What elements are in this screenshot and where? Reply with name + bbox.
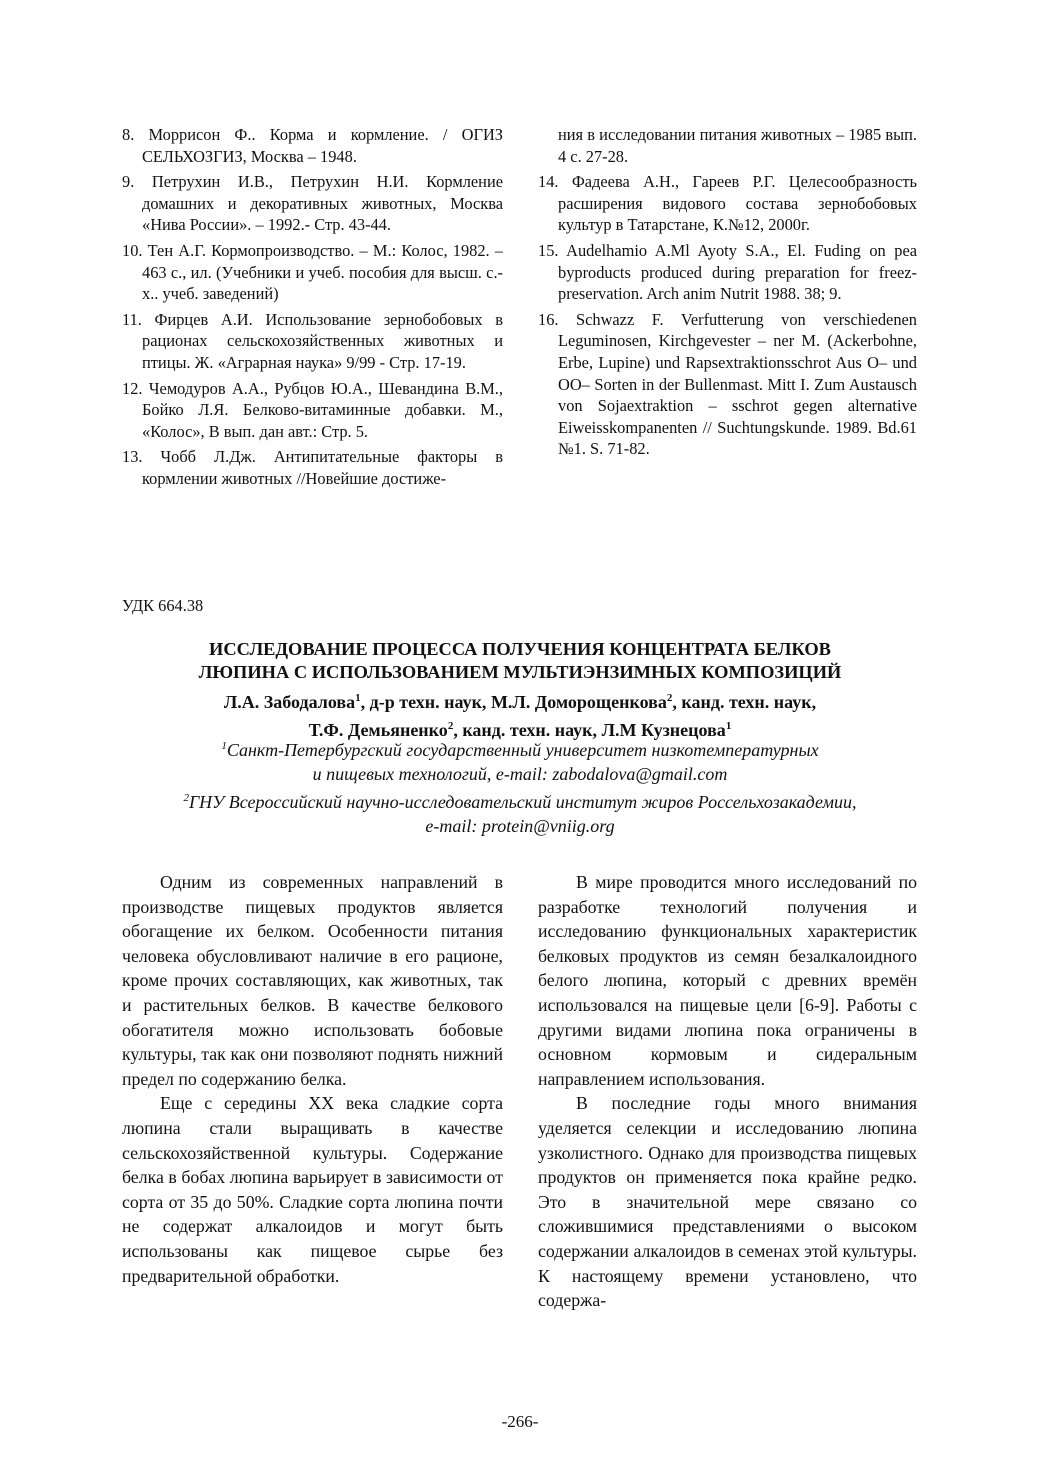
article-title [110,638,930,684]
affiliation-line [100,734,940,762]
author-degree: , канд. техн. наук, [453,720,602,740]
page-number: -266- [501,1412,539,1431]
author-affiliation-mark: 2 [447,720,454,732]
affiliation-text: ГНУ Всероссийский научно-исследовательский институт жиров Россельхозакадемии, [188,792,857,812]
body-paragraph: Еще с середины XX века сладкие сорта люпина стали выращивать в качестве сельскохозяйственной культуры. Содержание белка в бобах люпина варьирует в зависимости от сорта от 35 до 50%. Сладкие сорта люпина почти не содержат алкалоидов и могут быть использованы как пищевое сырье без предварительной обработки. [122,1093,503,1286]
author-name: М.Л. Доморощенкова [490,692,667,712]
reference-item: 11. Фирцев А.И. Использование зернобобовых в рационах сельскохозяйственных животных и птицы. Ж. «Аграрная наука» 9/99 - Стр. 17-19. [122,309,503,372]
affiliation-mark: 1 [221,740,227,752]
reference-item: 15. Audelhamio A.Ml Ayoty S.A., El. Fuding on pea byproducts produced during preparation for freez-preservation. Arch anim Nutrit 1988. 38; 9. [538,240,917,304]
body-left-column [122,870,503,1288]
author-degree: , канд. техн. наук, [672,692,817,712]
body-paragraph: Одним из современных направлений в производстве пищевых продуктов является обогащение их белком. Особенности питания человека обусловливают наличие в его рационе, кроме прочих составляющих, как животных, так и растительных белков. В качестве белкового обогатителя можно использовать бобовые культуры, так как они позволяют поднять нижний предел по содержанию белка. [122,872,503,1089]
reference-item: 13. Чобб Л.Дж. Антипитательные факторы в кормлении животных //Новейшие достиже- [122,447,503,488]
affiliation-line: и пищевых технологий, e-mail: zabodalova@gmail.com [312,764,728,784]
title-line: ИССЛЕДОВАНИЕ ПРОЦЕССА ПОЛУЧЕНИЯ КОНЦЕНТРАТА БЕЛКОВ [209,639,831,659]
affiliation-line [100,786,940,814]
reference-item-continuation: ния в исследовании питания животных – 1985 вып. 4 с. 27-28. [558,125,917,166]
author-name: Л.А. Забодалова [223,692,356,712]
author-affiliation-mark: 1 [725,720,732,732]
references-left-column [122,124,503,494]
references-right-column [538,124,917,464]
reference-item: 10. Тен А.Г. Кормопроизводство. – М.: Колос, 1982. – 463 с., ил. (Учебники и учеб. пособия для высш. с.-х.. учеб. заведений) [122,240,503,304]
author-name: Т.Ф. Демьяненко [308,720,448,740]
reference-item: 9. Петрухин И.В., Петрухин Н.И. Кормление домашних и декоративных животных, Москва «Нива России». – 1992.- Стр. 43-44. [122,172,503,235]
author-name: Л.М Кузнецова [601,720,726,740]
reference-item: 12. Чемодуров А.А., Рубцов Ю.А., Шевандина В.М., Бойко Л.Я. Белково-витаминные добавки. М., «Колос», В вып. дан авт.: Стр. 5. [122,378,503,441]
reference-item: 14. Фадеева А.Н., Гареев Р.Г. Целесообразность расширения видового состава зернобобовых культур в Татарстане, К.№12, 2000г. [538,172,917,235]
reference-item: 16. Schwazz F. Verfutterung von verschiedenen Leguminosen, Kirchgevester – ner M. (Ackerbohne, Erbe, Lupine) und Rapsextraktionsschrot Aus O– und OO– Sorten in der Bullenmast. Mitt I. Zum Austausch von Sojaextraktion – sschrot gegen alternative Eiweisskompanenten // Suchtungskunde. 1989. Bd.61 №1. S. 71-82. [538,309,917,459]
body-paragraph: В последние годы много внимания уделяется селекции и исследованию люпина узколистного. Однако для производства пищевых продуктов он применяется пока крайне редко. Это в значительной мере связано со сложившимися представлениями о высоком содержании алкалоидов в семенах этой культуры. К настоящему времени установлено, что содержа- [538,1093,917,1311]
author-affiliation-mark: 1 [355,692,361,704]
author-affiliation-mark: 2 [666,692,673,704]
udk-code: УДК 664.38 [122,596,204,615]
affiliations-block [100,734,940,838]
affiliation-text: Санкт-Петербургский государственный университет низкотемпературных [226,740,819,760]
author-degree: , д-р техн. наук, [360,692,491,712]
affiliation-mark: 2 [183,792,189,804]
reference-item: 8. Моррисон Ф.. Корма и кормление. / ОГИЗ СЕЛЬХОЗГИЗ, Москва – 1948. [122,125,503,166]
body-right-column [538,870,917,1313]
authors-line [110,686,930,714]
body-paragraph: В мире проводится много исследований по разработке технологий получения и исследованию функциональных характеристик белковых продуктов из семян безалкалоидного белого люпина, который с древних времён использовался на пищевые цели [6-9]. Работы с другими видами люпина пока ограничены в основном кормовым и сидеральным направлением использования. [538,872,917,1089]
affiliation-line: e-mail: protein@vniig.org [425,816,615,836]
title-line: ЛЮПИНА С ИСПОЛЬЗОВАНИЕМ МУЛЬТИЭНЗИМНЫХ КОМПОЗИЦИЙ [198,662,842,682]
